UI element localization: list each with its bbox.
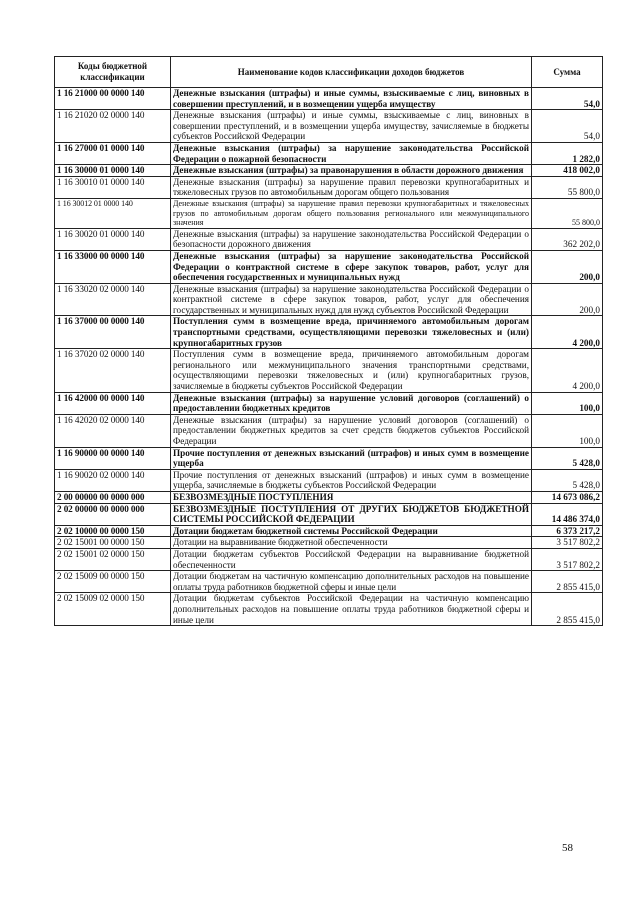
row-name: Денежные взыскания (штрафы) за нарушение условий договоров (соглашений) о предоставлении бюджетных кредитов xyxy=(171,392,532,414)
row-name: Дотации на выравнивание бюджетной обеспеченности xyxy=(171,537,532,549)
row-code: 1 16 37000 00 0000 140 xyxy=(55,316,171,349)
row-code: 2 02 15001 00 0000 150 xyxy=(55,537,171,549)
table-row xyxy=(55,283,603,316)
row-name: Денежные взыскания (штрафы) и иные суммы, взыскиваемые с лиц, виновных в совершении преступлений, и в возмещении ущерба имуществу xyxy=(171,88,532,110)
budget-revenue-table xyxy=(54,56,603,626)
row-name: Денежные взыскания (штрафы) за нарушение законодательства Российской Федерации о контрактной системе в сфере закупок товаров, работ, услуг для обеспечения государственных и муниципальных нужд для нужд субъектов Российской Федерации xyxy=(171,283,532,316)
row-name: Денежные взыскания (штрафы) за правонарушения в области дорожного движения xyxy=(171,165,532,177)
table-row xyxy=(55,392,603,414)
row-code: 1 16 42000 00 0000 140 xyxy=(55,392,171,414)
header-name: Наименование кодов классификации доходов бюджетов xyxy=(171,57,532,88)
row-name: Денежные взыскания (штрафы) за нарушение правил перевозки крупногабаритных и тяжеловесных грузов по автомобильным дорогам общего пользования регионального или межмуниципального значения xyxy=(171,198,532,228)
row-code: 2 02 00000 00 0000 000 xyxy=(55,503,171,525)
table-row xyxy=(55,469,603,491)
row-code: 1 16 90000 00 0000 140 xyxy=(55,447,171,469)
row-sum: 55 800,0 xyxy=(532,198,603,228)
row-sum: 4 200,0 xyxy=(532,316,603,349)
row-sum: 5 428,0 xyxy=(532,469,603,491)
table-row xyxy=(55,228,603,250)
row-name: БЕЗВОЗМЕЗДНЫЕ ПОСТУПЛЕНИЯ xyxy=(171,491,532,503)
row-name: Поступления сумм в возмещение вреда, причиняемого автомобильным дорогам транспортными средствами, осуществляющими перевозки тяжеловесных и (или) крупногабаритных грузов xyxy=(171,316,532,349)
row-sum: 3 517 802,2 xyxy=(532,537,603,549)
table-row xyxy=(55,525,603,537)
row-code: 1 16 30000 01 0000 140 xyxy=(55,165,171,177)
row-sum: 14 486 374,0 xyxy=(532,503,603,525)
row-name: Денежные взыскания (штрафы) за нарушение законодательства Российской Федерации о безопасности дорожного движения xyxy=(171,228,532,250)
table-row xyxy=(55,503,603,525)
row-sum: 54,0 xyxy=(532,88,603,110)
row-code: 1 16 21020 02 0000 140 xyxy=(55,110,171,143)
row-sum: 54,0 xyxy=(532,110,603,143)
table-row xyxy=(55,548,603,570)
row-code: 2 00 00000 00 0000 000 xyxy=(55,491,171,503)
row-sum: 5 428,0 xyxy=(532,447,603,469)
table-row xyxy=(55,165,603,177)
table-row xyxy=(55,593,603,626)
table-row xyxy=(55,447,603,469)
row-name: Денежные взыскания (штрафы) за нарушение правил перевозки крупногабаритных и тяжеловесных грузов по автомобильным дорогам общего пользования xyxy=(171,176,532,198)
row-name: Прочие поступления от денежных взысканий (штрафов) и иных сумм в возмещение ущерба xyxy=(171,447,532,469)
table-row xyxy=(55,316,603,349)
row-sum: 100,0 xyxy=(532,392,603,414)
row-code: 2 02 15009 00 0000 150 xyxy=(55,571,171,593)
row-sum: 4 200,0 xyxy=(532,349,603,392)
row-name: Денежные взыскания (штрафы) за нарушение условий договоров (соглашений) о предоставлении бюджетных кредитов за счет средств бюджетов субъектов Российской Федерации xyxy=(171,414,532,447)
row-sum: 362 202,0 xyxy=(532,228,603,250)
page-number: 58 xyxy=(562,842,573,854)
row-sum: 418 002,0 xyxy=(532,165,603,177)
row-code: 1 16 21000 00 0000 140 xyxy=(55,88,171,110)
row-name: Дотации бюджетам субъектов Российской Федерации на выравнивание бюджетной обеспеченности xyxy=(171,548,532,570)
header-sum: Сумма xyxy=(532,57,603,88)
row-code: 1 16 30012 01 0000 140 xyxy=(55,198,171,228)
row-name: Дотации бюджетам субъектов Российской Федерации на частичную компенсацию дополнительных расходов на повышение оплаты труда работников бюджетной сферы и иные цели xyxy=(171,593,532,626)
table-row xyxy=(55,142,603,164)
row-name: Денежные взыскания (штрафы) и иные суммы, взыскиваемые с лиц, виновных в совершении преступлений, и в возмещении ущерба имуществу, зачисляемые в бюджеты субъектов Российской Федерации xyxy=(171,110,532,143)
row-name: Дотации бюджетам бюджетной системы Российской Федерации xyxy=(171,525,532,537)
table-row xyxy=(55,250,603,283)
row-sum: 200,0 xyxy=(532,283,603,316)
row-sum: 2 855 415,0 xyxy=(532,571,603,593)
row-code: 1 16 42020 02 0000 140 xyxy=(55,414,171,447)
table-row xyxy=(55,176,603,198)
row-sum: 200,0 xyxy=(532,250,603,283)
table-row xyxy=(55,88,603,110)
header-code: Коды бюджетной классификации xyxy=(55,57,171,88)
row-code: 2 02 10000 00 0000 150 xyxy=(55,525,171,537)
row-name: Поступления сумм в возмещение вреда, причиняемого автомобильным дорогам регионального или межмуниципального значения транспортными средствами, осуществляющими перевозки тяжеловесных и (или) крупногабаритных грузов, зачисляемые в бюджеты субъектов Российской Федерации xyxy=(171,349,532,392)
table-row xyxy=(55,414,603,447)
row-name: Денежные взыскания (штрафы) за нарушение законодательства Российской Федерации о пожарной безопасности xyxy=(171,142,532,164)
row-code: 1 16 30010 01 0000 140 xyxy=(55,176,171,198)
row-code: 1 16 30020 01 0000 140 xyxy=(55,228,171,250)
table-body xyxy=(55,88,603,626)
table-header-row xyxy=(55,57,603,88)
row-sum: 6 373 217,2 xyxy=(532,525,603,537)
row-code: 1 16 27000 01 0000 140 xyxy=(55,142,171,164)
row-code: 1 16 90020 02 0000 140 xyxy=(55,469,171,491)
row-sum: 2 855 415,0 xyxy=(532,593,603,626)
row-name: Дотации бюджетам на частичную компенсацию дополнительных расходов на повышение оплаты труда работников бюджетной сферы и иные цели xyxy=(171,571,532,593)
table-row xyxy=(55,571,603,593)
row-sum: 100,0 xyxy=(532,414,603,447)
table-row xyxy=(55,537,603,549)
row-name: БЕЗВОЗМЕЗДНЫЕ ПОСТУПЛЕНИЯ ОТ ДРУГИХ БЮДЖЕТОВ БЮДЖЕТНОЙ СИСТЕМЫ РОССИЙСКОЙ ФЕДЕРАЦИИ xyxy=(171,503,532,525)
table-row xyxy=(55,491,603,503)
table-row xyxy=(55,110,603,143)
row-name: Прочие поступления от денежных взысканий (штрафов) и иных сумм в возмещение ущерба, зачисляемые в бюджеты субъектов Российской Федерации xyxy=(171,469,532,491)
row-code: 2 02 15001 02 0000 150 xyxy=(55,548,171,570)
row-sum: 1 282,0 xyxy=(532,142,603,164)
row-code: 1 16 33000 00 0000 140 xyxy=(55,250,171,283)
row-code: 2 02 15009 02 0000 150 xyxy=(55,593,171,626)
row-code: 1 16 37020 02 0000 140 xyxy=(55,349,171,392)
row-name: Денежные взыскания (штрафы) за нарушение законодательства Российской Федерации о контрактной системе в сфере закупок товаров, работ, услуг для обеспечения государственных и муниципальных нужд xyxy=(171,250,532,283)
table-row xyxy=(55,198,603,228)
row-sum: 3 517 802,2 xyxy=(532,548,603,570)
table-row xyxy=(55,349,603,392)
row-sum: 55 800,0 xyxy=(532,176,603,198)
row-code: 1 16 33020 02 0000 140 xyxy=(55,283,171,316)
row-sum: 14 673 086,2 xyxy=(532,491,603,503)
